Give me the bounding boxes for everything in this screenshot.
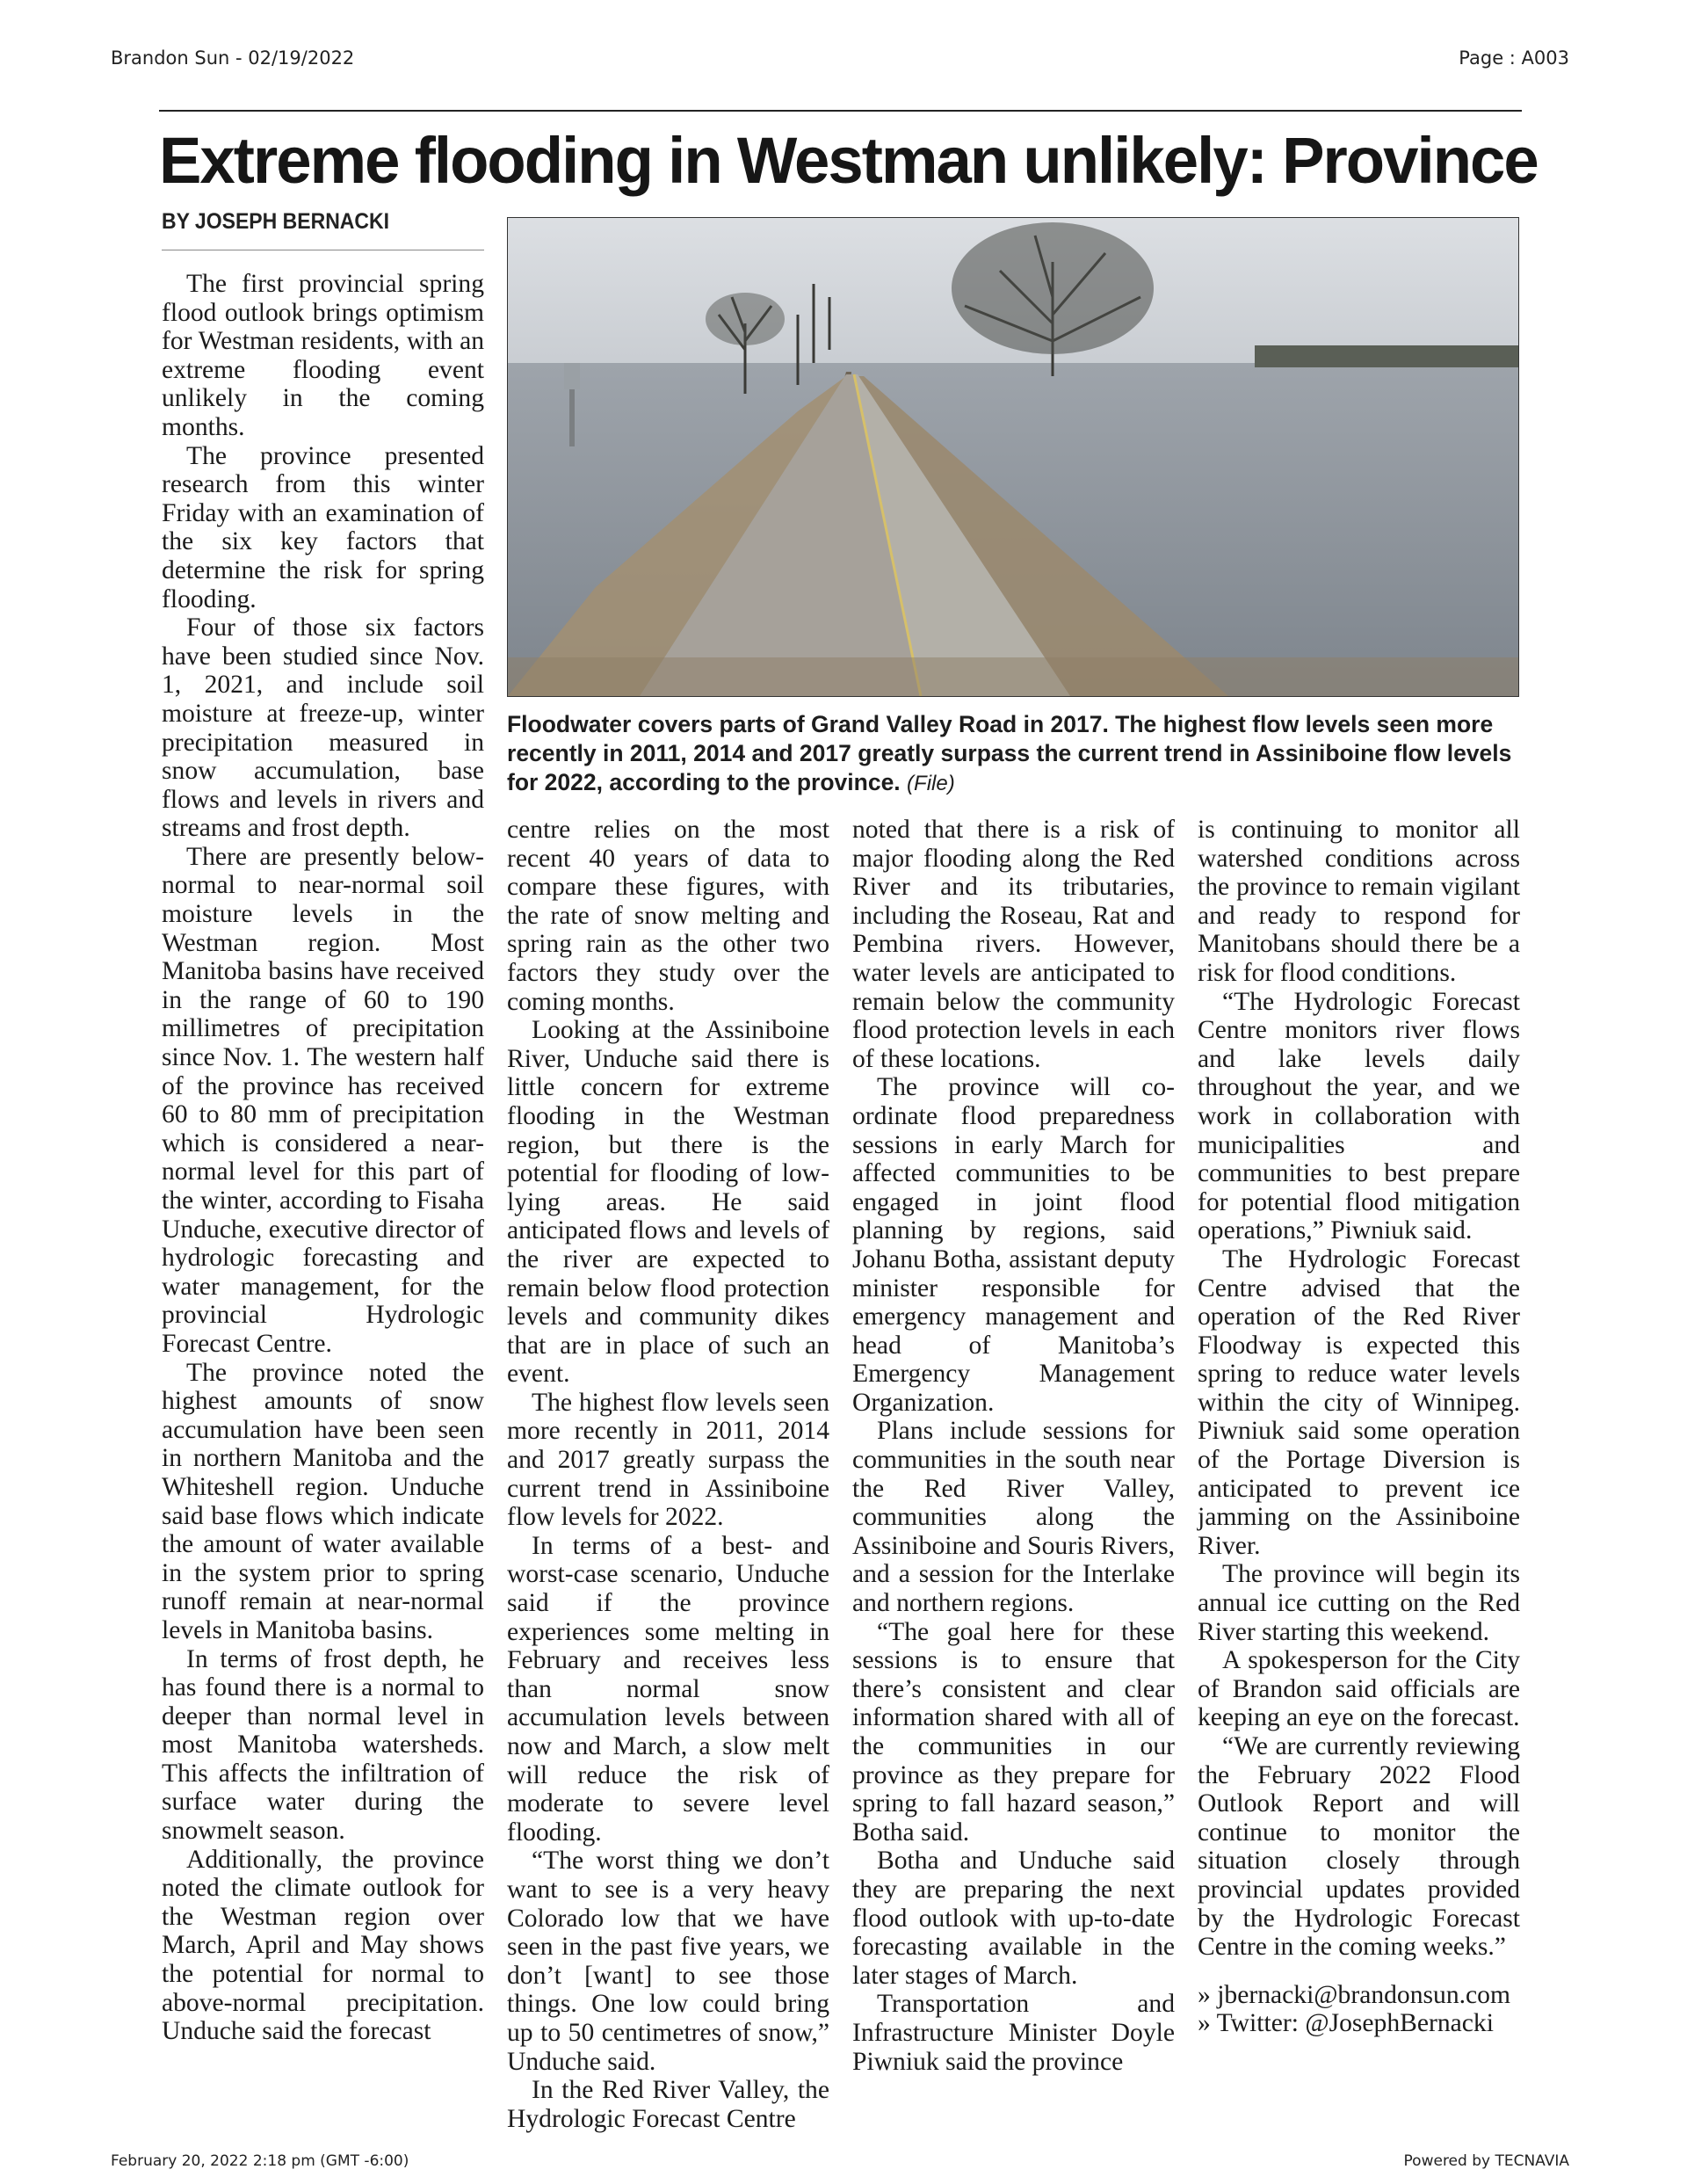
footer-timestamp: February 20, 2022 2:18 pm (GMT -6:00)	[111, 2152, 409, 2170]
flood-photo-image	[508, 218, 1518, 696]
paragraph: “The worst thing we don’t want to see is a very heavy Colorado low that we have seen in the past five years, we don’t [want] to see those things. One low could bring up to 50 centimetres of snow,” Unduche said.	[507, 1847, 829, 2076]
paragraph: A spokesperson for the City of Brandon said officials are keeping an eye on the forecast.	[1198, 1646, 1520, 1732]
photo-caption	[507, 710, 1526, 798]
paragraph: There are presently below-normal to near-normal soil moisture levels in the Westman region. Most Manitoba basins have received in the range of 60 to 190 millimetres of precipitation since Nov. 1. The western half of the province has received 60 to 80 mm of precipitation which is considered a near-normal level for this part of the winter, according to Fisaha Unduche, executive director of hydrologic forecasting and water management, for the provincial Hydrologic Forecast Centre.	[162, 842, 484, 1358]
article-column-1	[162, 270, 484, 2046]
flood-photo	[507, 217, 1519, 697]
paragraph: The province presented research from this winter Friday with an examination of the six key factors that determine the risk for spring flooding.	[162, 441, 484, 613]
paragraph: In terms of a best- and worst-case scenario, Unduche said if the province experiences some melting in February and receives less than normal snow accumulation levels between now and March, a slow melt will reduce the risk of moderate to severe level flooding.	[507, 1531, 829, 1847]
paragraph: Looking at the Assiniboine River, Unduche said there is little concern for extreme flooding in the Westman region, but there is the potential for flooding of low-lying areas. He said anticipated flows and levels of the river are expected to remain below flood protection levels and community dikes that are in place of such an event.	[507, 1016, 829, 1389]
paragraph: is continuing to monitor all watershed conditions across the province to remain vigilant and ready to respond for Manitobans should there be a risk for flood conditions.	[1198, 816, 1520, 987]
paragraph: The first provincial spring flood outlook brings optimism for Westman residents, with an extreme flooding event unlikely in the coming months.	[162, 270, 484, 441]
paragraph: The highest flow levels seen more recently in 2011, 2014 and 2017 greatly surpass the current trend in Assiniboine flow levels for 2022.	[507, 1388, 829, 1532]
footer-powered-by: Powered by TECNAVIA	[1403, 2152, 1569, 2170]
paragraph: The province will begin its annual ice cutting on the Red River starting this weekend.	[1198, 1560, 1520, 1646]
paragraph: centre relies on the most recent 40 years of data to compare these figures, with the rate of snow melting and spring rain as the other two factors they study over the coming months.	[507, 816, 829, 1016]
page-number: Page : A003	[1459, 47, 1569, 69]
header-rule	[159, 110, 1522, 112]
paragraph: Botha and Unduche said they are preparing the next flood outlook with up-to-date forecasting available in the later stages of March.	[852, 1847, 1175, 1990]
paragraph: Four of those six factors have been studied since Nov. 1, 2021, and include soil moisture at freeze-up, winter precipitation measured in snow accumulation, base flows and levels in rivers and streams and frost depth.	[162, 613, 484, 843]
paragraph: “The goal here for these sessions is to ensure that there’s consistent and clear information shared with all of the communities in our province as they prepare for spring to fall hazard season,” Botha said.	[852, 1617, 1175, 1847]
article-column-3	[852, 816, 1175, 2076]
publication-date: Brandon Sun - 02/19/2022	[111, 47, 355, 69]
paragraph: The Hydrologic Forecast Centre advised that the operation of the Red River Floodway is expected this spring to reduce water levels within the city of Winnipeg. Piwniuk said some operation of the Portage Diversion is anticipated to prevent ice jamming on the Assiniboine River.	[1198, 1244, 1520, 1560]
paragraph: noted that there is a risk of major flooding along the Red River and its tributaries, including the Roseau, Rat and Pembina rivers. However, water levels are anticipated to remain below the community flood protection levels in each of these locations.	[852, 816, 1175, 1073]
paragraph: In terms of frost depth, he has found there is a normal to deeper than normal level in most Manitoba watersheds. This affects the infiltration of surface water during the snowmelt season.	[162, 1644, 484, 1846]
author-email[interactable]: » jbernacki@brandonsun.com	[1198, 1980, 1510, 2009]
paragraph: The province will co-ordinate flood preparedness sessions in early March for affected communities to be engaged in joint flood planning by regions, said Johanu Botha, assistant deputy minister responsible for emergency management and head of Manitoba’s Emergency Management Organization.	[852, 1073, 1175, 1417]
photo-credit: (File)	[907, 772, 955, 795]
paragraph: The province noted the highest amounts of snow accumulation have been seen in northern Manitoba and the Whiteshell region. Unduche said base flows which indicate the amount of water available in the system prior to spring runoff remain at near-normal levels in Manitoba basins.	[162, 1358, 484, 1644]
article-column-4	[1198, 816, 1520, 2038]
paragraph: “We are currently reviewing the February 2022 Flood Outlook Report and will continue to monitor the situation closely through provincial updates provided by the Hydrologic Forecast Centre in the coming weeks.”	[1198, 1732, 1520, 1962]
paragraph: Plans include sessions for communities in the south near the Red River Valley, communities along the Assiniboine and Souris Rivers, and a session for the Interlake and northern regions.	[852, 1417, 1175, 1618]
paragraph: Transportation and Infrastructure Minister Doyle Piwniuk said the province	[852, 1990, 1175, 2076]
paragraph: Additionally, the province noted the climate outlook for the Westman region over March, April and May shows the potential for normal to above-normal precipitation. Unduche said the forecast	[162, 1845, 484, 2046]
author-twitter[interactable]: » Twitter: @JosephBernacki	[1198, 2009, 1494, 2038]
caption-text: Floodwater covers parts of Grand Valley Road in 2017. The highest flow levels seen more recently in 2011, 2014 and 2017 greatly surpass the current trend in Assiniboine flow levels for 2022, according to the province.	[507, 711, 1512, 795]
byline: BY JOSEPH BERNACKI	[162, 209, 390, 234]
article-column-2	[507, 816, 829, 2133]
paragraph: In the Red River Valley, the Hydrologic Forecast Centre	[507, 2076, 829, 2133]
paragraph: “The Hydrologic Forecast Centre monitors river flows and lake levels daily throughout the year, and we work in collaboration with municipalities and communities to best prepare for potential flood mitigation operations,” Piwniuk said.	[1198, 987, 1520, 1245]
headline: Extreme flooding in Westman unlikely: Province	[159, 124, 1538, 197]
